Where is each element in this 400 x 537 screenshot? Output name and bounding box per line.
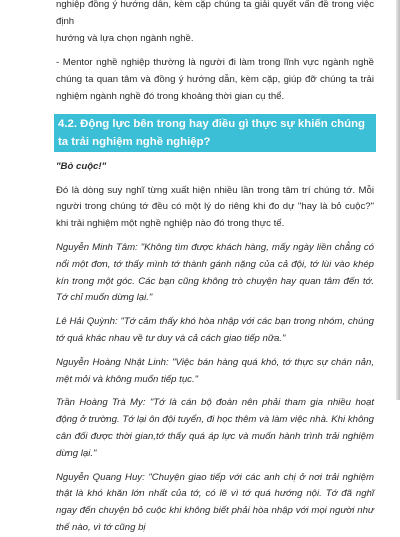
- testimonial-speaker: Trần Hoàng Trà My:: [56, 397, 146, 409]
- top-paragraph-line-2: hướng và lựa chọn ngành nghề.: [56, 32, 194, 44]
- testimonial-quote: "Tớ cảm thấy khó hòa nhập với các bạn trong nhóm, chúng tớ quá khác nhau về tư duy và cả cách giao tiếp nữa.": [56, 316, 374, 344]
- quote-title: "Bỏ cuộc!": [56, 160, 107, 172]
- testimonial-speaker: Lê Hải Quỳnh:: [56, 316, 118, 328]
- testimonial-quote: "Tớ là cán bộ đoàn nên phải tham gia nhiều hoạt động ở trường. Tớ lại ôn đội tuyển, đi học thêm và làm việc nhà. Khi không cân đối được thời gian,tớ thấy quá áp lực và muốn hành trình trải nghiệm dừng lại.": [56, 397, 374, 459]
- testimonial-speaker: Nguyễn Hoàng Nhật Linh:: [56, 356, 169, 368]
- testimonial: [56, 395, 374, 462]
- section-heading: 4.2. Động lực bên trong hay điều gì thực sự khiến chúng ta trải nghiệm nghề nghiệp?: [54, 114, 376, 152]
- top-paragraph: [56, 0, 374, 47]
- testimonial: [56, 355, 374, 389]
- testimonial-quote: "Việc bán hàng quá khó, tớ thực sự chán nản, mệt mỏi và không muốn tiếp tục.": [56, 356, 375, 385]
- testimonial: [56, 314, 374, 348]
- testimonial-quote: "Không tìm được khách hàng, mấy ngày liền chẳng có nổi một đơn, tớ thấy mình tớ thành gánh nặng của cả đội, tớ lùi vào khép kín trong một góc. Các bạn cũng không trò chuyện hay quan tâm đến tớ. Tớ chỉ muốn dừng lại.": [56, 241, 375, 304]
- testimonial-quote: "Chuyện giao tiếp với các anh chị ở nơi trải nghiệm thật là khó khăn lớn nhất của tớ, có lẽ vì tớ quá hướng nội. Tớ đã nghĩ ngay đến chuyện bỏ cuộc khi không biết phải hòa nhập với mọi người như thế nào, vì tớ cũng bị: [56, 471, 374, 533]
- intro-paragraph: Đó là dòng suy nghĩ từng xuất hiện nhiều lần trong tâm trí chúng tớ. Mỗi người trong chúng tớ đều có một lý do riêng khi đo dự "hay là bỏ cuộc?" khi trải nghiệm một nghề nghiệp nào đó trong thực tế.: [56, 184, 374, 230]
- testimonial-speaker: Nguyễn Quang Huy:: [56, 471, 145, 483]
- testimonial: [56, 470, 374, 537]
- mentor-paragraph: - Mentor nghề nghiệp thường là người đi làm trong lĩnh vực ngành nghề chúng ta quan tâm và đồng ý hướng dẫn, kèm cặp, giúp đỡ chúng ta trải nghiệm ngành nghề đó trong khoảng thời gian cụ thể.: [56, 57, 374, 102]
- page-edge: [396, 0, 400, 400]
- testimonial: [56, 240, 374, 307]
- page-content: [56, 0, 374, 537]
- top-paragraph-line-1: nghiệp đồng ý hướng dẫn, kèm cặp chúng ta giải quyết vấn đề trong việc định: [56, 0, 374, 27]
- testimonial-speaker: Nguyễn Minh Tâm:: [56, 241, 138, 253]
